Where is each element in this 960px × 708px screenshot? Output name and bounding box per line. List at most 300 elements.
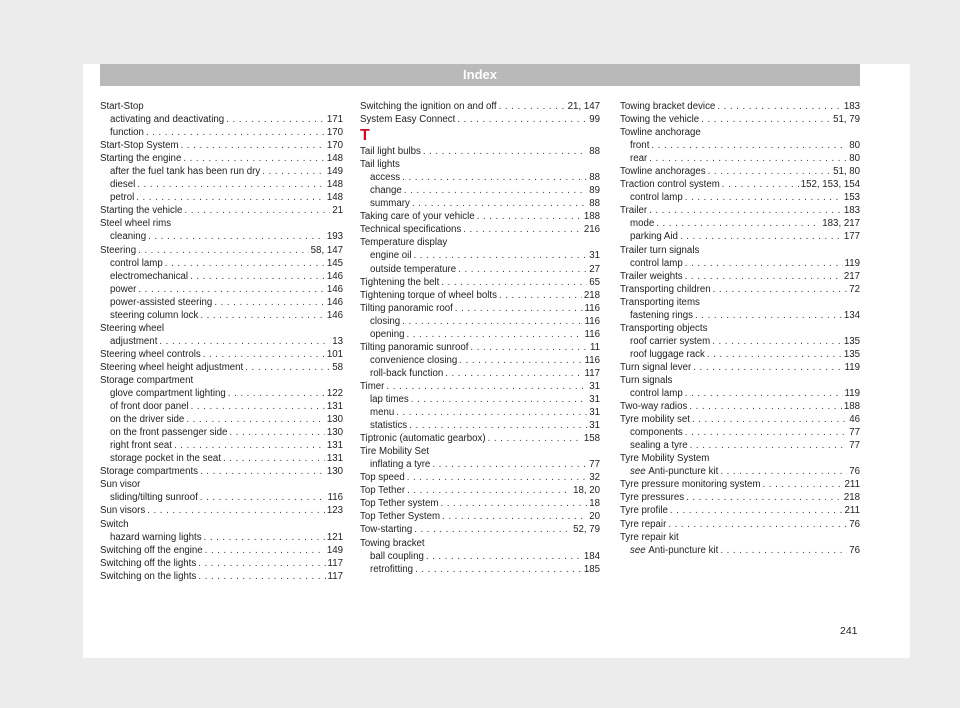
page-reference: 31: [589, 380, 600, 392]
index-subentry: [100, 283, 343, 296]
page-reference: 76: [849, 466, 860, 478]
index-term: Taking care of your vehicle: [360, 211, 475, 223]
page-reference: 188: [843, 401, 860, 413]
index-term: Steering wheel controls: [100, 348, 201, 360]
index-entry: [100, 348, 343, 361]
index-term: opening: [370, 328, 405, 340]
dot-leader: [423, 145, 587, 158]
dot-leader: [198, 557, 325, 570]
dot-leader: [223, 452, 325, 465]
index-entry: [100, 322, 343, 335]
page-title: Index: [100, 64, 860, 86]
page-reference: 123: [326, 505, 343, 517]
dot-leader: [717, 100, 842, 113]
index-subentry: [620, 191, 860, 204]
page-reference: 116: [584, 354, 600, 366]
index-entry: [620, 322, 860, 335]
index-subentry: [620, 387, 860, 400]
index-entry: [620, 413, 860, 426]
index-entry: [620, 165, 860, 178]
dot-leader: [649, 152, 847, 165]
index-subentry: [100, 387, 343, 400]
page-reference: 184: [583, 550, 600, 562]
index-term: roll-back function: [370, 367, 444, 379]
index-entry: [620, 296, 860, 309]
index-subentry: [620, 348, 860, 361]
dot-leader: [651, 139, 847, 152]
index-entry: [360, 445, 600, 458]
index-term: Tyre pressures: [620, 492, 685, 504]
page-reference: 135: [843, 348, 860, 360]
dot-leader: [409, 419, 587, 432]
page-reference: 134: [843, 309, 860, 321]
page-reference: 80: [849, 153, 860, 165]
index-term: Steering: [100, 244, 137, 256]
index-term: activating and deactivating: [110, 114, 225, 126]
index-entry: [100, 518, 343, 531]
index-subentry: [620, 230, 860, 243]
index-entry: [620, 518, 860, 531]
dot-leader: [499, 100, 566, 113]
page-reference: 131: [326, 440, 343, 452]
index-term: Tightening the belt: [360, 276, 440, 288]
page-reference: 158: [583, 433, 600, 445]
index-subentry: [620, 439, 860, 452]
index-term: Tilting panoramic roof: [360, 302, 453, 314]
dot-leader: [191, 400, 325, 413]
dot-leader: [689, 400, 842, 413]
index-entry: [620, 361, 860, 374]
index-subentry: [100, 491, 343, 504]
index-entry: [360, 537, 600, 550]
page-reference: 77: [849, 440, 860, 452]
index-entry: [620, 270, 860, 283]
page-reference: 46: [849, 414, 860, 426]
index-term: Switching off the engine: [100, 544, 203, 556]
dot-leader: [685, 387, 843, 400]
index-term: roof luggage rack: [630, 348, 705, 360]
dot-leader: [459, 354, 582, 367]
dot-leader: [690, 439, 848, 452]
index-subentry: [620, 544, 860, 557]
page-reference: 116: [584, 328, 600, 340]
index-entry: [100, 465, 343, 478]
page-reference: 183, 217: [822, 218, 860, 230]
index-term: Steel wheel rims: [100, 218, 172, 230]
dot-leader: [411, 393, 587, 406]
index-term: Temperature display: [360, 237, 448, 249]
dot-leader: [685, 270, 842, 283]
page-reference: 65: [589, 276, 600, 288]
index-subentry: [360, 406, 600, 419]
dot-leader: [445, 367, 582, 380]
dot-leader: [649, 204, 842, 217]
page-reference: 117: [327, 557, 343, 569]
page-reference: 88: [589, 172, 600, 184]
index-entry: [620, 531, 860, 544]
page-reference: 32: [589, 472, 600, 484]
page-reference: 18: [589, 498, 600, 510]
dot-leader: [701, 113, 831, 126]
index-term: lap times: [370, 393, 409, 405]
index-term: Tilting panoramic sunroof: [360, 341, 469, 353]
index-term: Two-way radios: [620, 401, 688, 413]
page-reference: 27: [589, 263, 600, 275]
page-reference: 130: [326, 414, 343, 426]
page-reference: 183: [843, 101, 860, 112]
dot-leader: [181, 139, 325, 152]
dot-leader: [402, 315, 582, 328]
index-entry: [620, 113, 860, 126]
page-reference: 58: [332, 361, 343, 373]
index-subentry: [360, 563, 600, 576]
dot-leader: [656, 217, 820, 230]
page-reference: 80: [849, 140, 860, 152]
dot-leader: [186, 413, 325, 426]
see-reference: see: [630, 544, 649, 556]
page-reference: 119: [844, 388, 860, 400]
index-term: Tyre repair: [620, 518, 667, 530]
page-reference: 152, 153, 154: [800, 179, 860, 191]
index-entry: [620, 204, 860, 217]
index-term: Transporting items: [620, 296, 700, 308]
index-term: control lamp: [110, 257, 163, 269]
index-entry: [100, 217, 343, 230]
dot-leader: [183, 152, 325, 165]
page-reference: 31: [589, 393, 600, 405]
index-subentry: [360, 197, 600, 210]
index-term: Transporting children: [620, 283, 711, 295]
dot-leader: [707, 348, 842, 361]
dot-leader: [402, 171, 587, 184]
dot-leader: [245, 361, 330, 374]
index-term: Sun visors: [100, 505, 146, 517]
index-subentry: [100, 257, 343, 270]
index-entry: [100, 374, 343, 387]
index-term: see Anti-puncture kit: [630, 466, 719, 478]
index-term: sliding/tilting sunroof: [110, 492, 198, 504]
index-entry: [620, 283, 860, 296]
index-subentry: [360, 354, 600, 367]
index-entry: [360, 210, 600, 223]
index-subentry: [100, 113, 343, 126]
index-subentry: [100, 439, 343, 452]
index-term: Towline anchorage: [620, 127, 701, 139]
page-reference: 89: [589, 185, 600, 197]
page-reference: 218: [843, 492, 860, 504]
dot-leader: [204, 531, 325, 544]
page-reference: 146: [326, 296, 343, 308]
page-reference: 77: [589, 459, 600, 471]
index-term: mode: [630, 218, 655, 230]
page-reference: 51, 79: [833, 114, 860, 126]
dot-leader: [695, 309, 842, 322]
index-column-1: [100, 100, 343, 583]
index-term: Tire Mobility Set: [360, 446, 430, 458]
index-term: retrofitting: [370, 563, 414, 575]
dot-leader: [457, 113, 587, 126]
dot-leader: [205, 544, 325, 557]
index-subentry: [620, 426, 860, 439]
index-term: Top Tether system: [360, 498, 439, 510]
index-term: Tyre repair kit: [620, 531, 679, 543]
page-reference: 148: [326, 192, 343, 204]
index-subentry: [100, 452, 343, 465]
index-term: see Anti-puncture kit: [630, 544, 719, 556]
index-entry: [360, 158, 600, 171]
index-entry: [360, 510, 600, 523]
index-term: right front seat: [110, 440, 172, 452]
index-term: ball coupling: [370, 550, 424, 562]
index-column-2: [360, 100, 600, 576]
dot-leader: [407, 471, 588, 484]
index-term: engine oil: [370, 250, 412, 262]
index-entry: [360, 113, 600, 126]
page-reference: 116: [584, 302, 600, 314]
dot-leader: [720, 544, 847, 557]
index-term: roof carrier system: [630, 335, 711, 347]
index-term: fastening rings: [630, 309, 694, 321]
page-reference: 148: [326, 179, 343, 191]
index-subentry: [620, 465, 860, 478]
dot-leader: [488, 432, 582, 445]
index-entry: [360, 100, 600, 113]
index-entry: [100, 570, 343, 583]
page-reference: 31: [589, 250, 600, 262]
dot-leader: [200, 491, 326, 504]
dot-leader: [229, 426, 324, 439]
index-term: adjustment: [110, 335, 158, 347]
index-term: Trailer weights: [620, 270, 683, 282]
dot-leader: [148, 230, 325, 243]
index-term: components: [630, 427, 683, 439]
page-reference: 153: [843, 192, 860, 204]
dot-leader: [228, 387, 325, 400]
index-subentry: [360, 263, 600, 276]
index-subentry: [360, 315, 600, 328]
page-reference: 21: [332, 205, 343, 217]
index-entry: [620, 478, 860, 491]
index-subentry: [100, 426, 343, 439]
index-term: closing: [370, 315, 401, 327]
page-reference: 121: [326, 531, 343, 543]
index-term: statistics: [370, 420, 408, 432]
page-reference: 171: [326, 114, 343, 126]
page-reference: 76: [849, 518, 860, 530]
page-reference: 101: [326, 348, 343, 360]
index-subentry: [360, 328, 600, 341]
index-subentry: [620, 139, 860, 152]
page-reference: 58, 147: [310, 244, 343, 256]
dot-leader: [692, 413, 847, 426]
index-entry: [620, 491, 860, 504]
index-subentry: [100, 531, 343, 544]
index-term: control lamp: [630, 192, 683, 204]
index-subentry: [100, 413, 343, 426]
dot-leader: [200, 465, 325, 478]
index-term: Switching on the lights: [100, 570, 197, 582]
dot-leader: [458, 263, 587, 276]
page-reference: 131: [326, 453, 343, 465]
dot-leader: [440, 497, 587, 510]
index-entry: [100, 139, 343, 152]
index-term: Tail lights: [360, 159, 400, 171]
dot-leader: [404, 184, 587, 197]
index-term: rear: [630, 153, 648, 165]
page-reference: 117: [327, 570, 343, 582]
index-subentry: [360, 367, 600, 380]
page-reference: 145: [326, 257, 343, 269]
index-term: front: [630, 140, 650, 152]
index-entry: [100, 152, 343, 165]
index-term: sealing a tyre: [630, 440, 688, 452]
page-reference: 149: [326, 544, 343, 556]
dot-leader: [138, 244, 309, 257]
index-entry: [360, 471, 600, 484]
index-entry: [360, 145, 600, 158]
index-term: petrol: [110, 192, 135, 204]
index-term: Storage compartments: [100, 466, 198, 478]
index-term: power: [110, 283, 137, 295]
page-reference: 11: [589, 341, 600, 353]
dot-leader: [470, 341, 588, 354]
index-subentry: [620, 217, 860, 230]
dot-leader: [426, 550, 582, 563]
page-reference: 146: [326, 270, 343, 282]
index-term: Trailer: [620, 205, 648, 217]
dot-leader: [184, 204, 330, 217]
index-term: power-assisted steering: [110, 296, 213, 308]
index-subentry: [360, 419, 600, 432]
dot-leader: [685, 426, 847, 439]
dot-leader: [147, 504, 325, 517]
section-letter: T: [360, 127, 370, 145]
index-entry: [100, 100, 343, 113]
page-reference: 146: [326, 309, 343, 321]
page-reference: 177: [843, 231, 860, 243]
dot-leader: [686, 491, 842, 504]
page-reference: 170: [326, 140, 343, 152]
index-term: Towing bracket device: [620, 101, 716, 112]
index-term: inflating a tyre: [370, 459, 431, 471]
dot-leader: [441, 276, 587, 289]
dot-leader: [386, 380, 587, 393]
page-reference: 51, 80: [833, 166, 860, 178]
index-entry: [100, 557, 343, 570]
see-reference: see: [630, 466, 649, 478]
dot-leader: [722, 178, 799, 191]
dot-leader: [146, 126, 325, 139]
dot-leader: [712, 335, 842, 348]
index-term: System Easy Connect: [360, 114, 456, 126]
page-reference: 149: [326, 166, 343, 178]
index-subentry: [100, 191, 343, 204]
index-term: Towline anchorages: [620, 166, 706, 178]
dot-leader: [763, 478, 843, 491]
index-term: Tiptronic (automatic gearbox): [360, 433, 486, 445]
page-reference: 18, 20: [573, 485, 600, 497]
index-term: Trailer turn signals: [620, 244, 700, 256]
index-term: Top Tether: [360, 485, 406, 497]
dot-leader: [415, 563, 582, 576]
page-reference: 188: [583, 211, 600, 223]
index-term: access: [370, 172, 401, 184]
dot-leader: [668, 518, 847, 531]
index-term: storage pocket in the seat: [110, 453, 221, 465]
dot-leader: [713, 283, 848, 296]
dot-leader: [414, 523, 571, 536]
index-entry: [360, 497, 600, 510]
page-reference: 146: [326, 283, 343, 295]
page-reference: 170: [326, 127, 343, 139]
index-term: Switching the ignition on and off: [360, 101, 497, 112]
dot-leader: [406, 328, 582, 341]
index-term: Starting the vehicle: [100, 205, 183, 217]
index-term: Start-Stop System: [100, 140, 179, 152]
dot-leader: [442, 510, 587, 523]
page-reference: 211: [844, 479, 860, 491]
page-reference: 116: [327, 492, 343, 504]
dot-leader: [136, 191, 325, 204]
page-reference: 72: [849, 283, 860, 295]
dot-leader: [200, 309, 325, 322]
index-term: control lamp: [630, 388, 683, 400]
index-entry: [620, 504, 860, 517]
index-entry: [620, 178, 860, 191]
page-reference: 31: [589, 420, 600, 432]
index-subentry: [100, 126, 343, 139]
index-term: Top Tether System: [360, 511, 441, 523]
index-subentry: [360, 393, 600, 406]
dot-leader: [159, 335, 330, 348]
page-number: 241: [840, 625, 858, 637]
index-term: summary: [370, 198, 410, 210]
index-term: Tow-starting: [360, 524, 413, 536]
index-term: Technical specifications: [360, 224, 462, 236]
index-entry: [360, 236, 600, 249]
index-entry: [360, 484, 600, 497]
index-entry: [100, 361, 343, 374]
dot-leader: [203, 348, 325, 361]
index-term: electromechanical: [110, 270, 189, 282]
index-subentry: [360, 550, 600, 563]
index-entry: [360, 341, 600, 354]
dot-leader: [720, 465, 847, 478]
index-term: steering column lock: [110, 309, 199, 321]
index-term: Tail light bulbs: [360, 146, 421, 158]
index-subentry: [620, 152, 860, 165]
index-term: menu: [370, 407, 395, 419]
index-term: of front door panel: [110, 401, 189, 413]
index-subentry: [100, 296, 343, 309]
page-reference: 216: [583, 224, 600, 236]
index-term: outside temperature: [370, 263, 457, 275]
index-term: Switch: [100, 518, 129, 530]
page-reference: 130: [326, 427, 343, 439]
index-term: Transporting objects: [620, 322, 708, 334]
dot-leader: [174, 439, 325, 452]
page-reference: 183: [843, 205, 860, 217]
index-entry: [620, 126, 860, 139]
index-subentry: [100, 165, 343, 178]
index-entry: [360, 523, 600, 536]
index-entry: [100, 504, 343, 517]
index-term: Tightening torque of wheel bolts: [360, 289, 497, 301]
index-entry: [100, 478, 343, 491]
index-entry: [620, 452, 860, 465]
dot-leader: [670, 504, 843, 517]
index-term: Top speed: [360, 472, 405, 484]
